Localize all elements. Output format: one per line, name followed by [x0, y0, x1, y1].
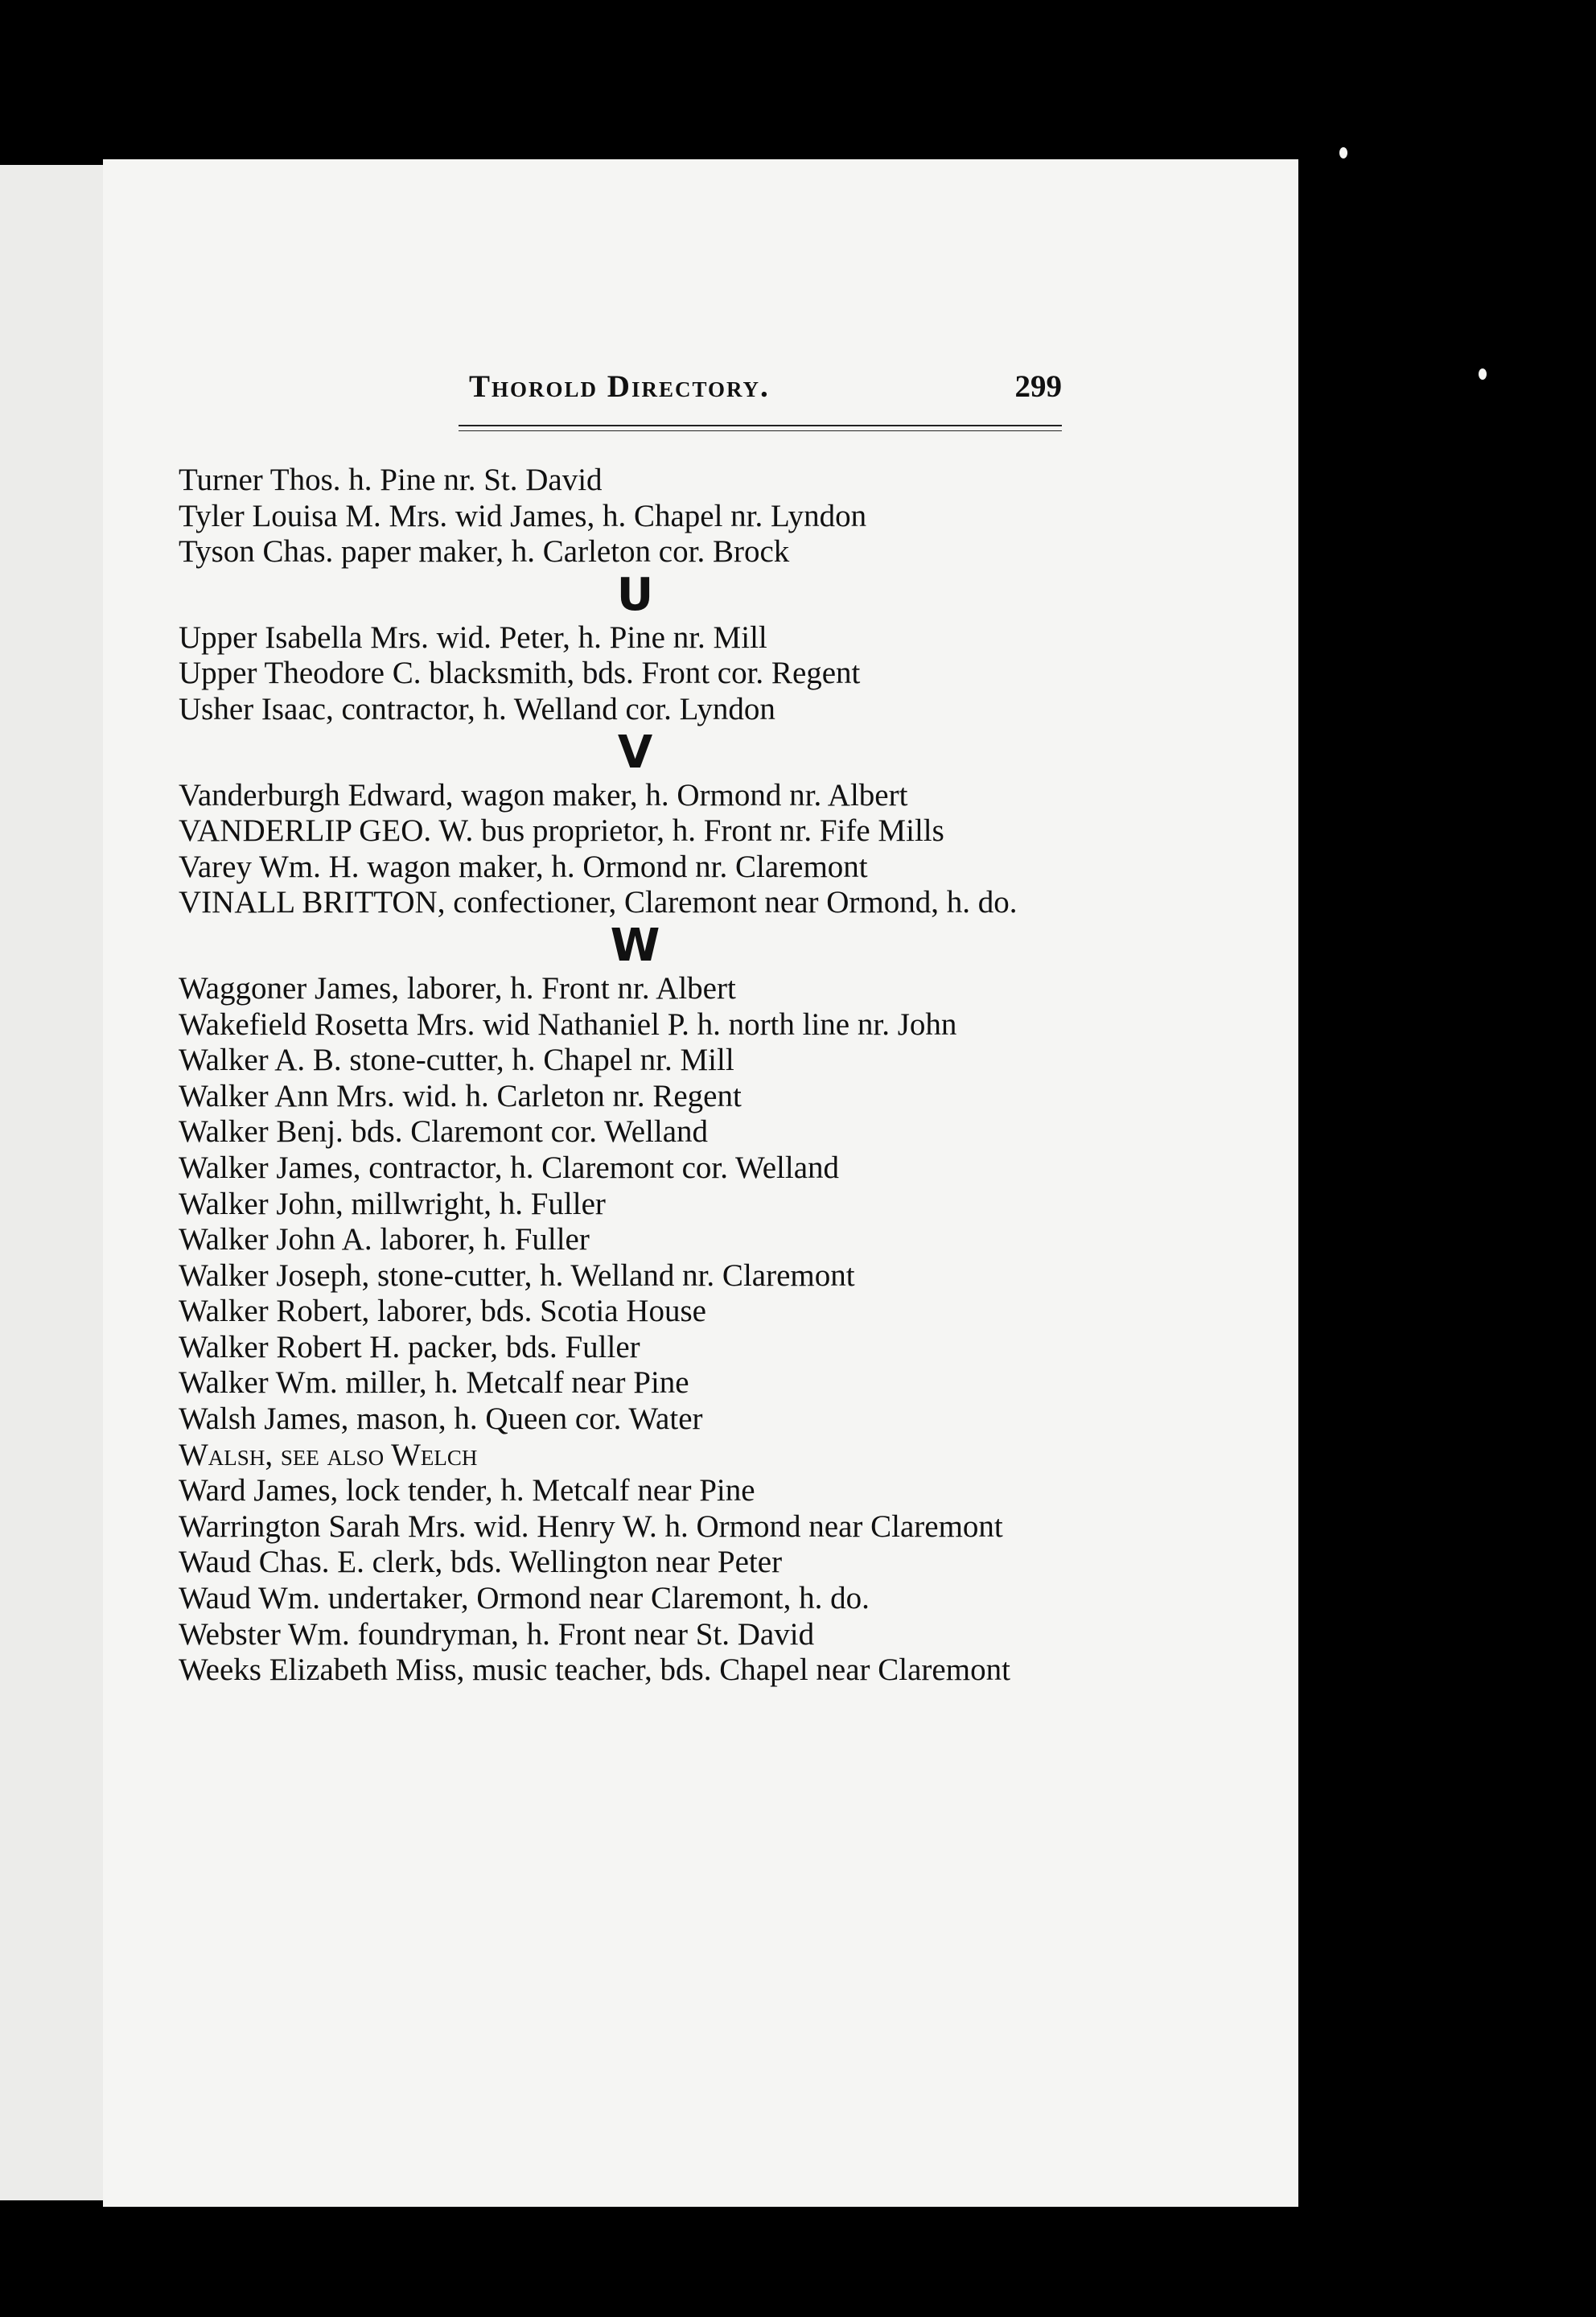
directory-entry: Walker Ann Mrs. wid. h. Carleton nr. Regent [179, 1078, 742, 1113]
directory-entry: Wakefield Rosetta Mrs. wid Nathaniel P. h. north line nr. John [179, 1006, 957, 1042]
directory-entry: Waggoner James, laborer, h. Front nr. Albert [179, 970, 736, 1006]
directory-entry: Waud Wm. undertaker, Ormond near Claremont, h. do. [179, 1581, 870, 1616]
directory-entry: VINALL BRITTON, confectioner, Claremont near Ormond, h. do. [179, 885, 1018, 920]
section-letter-u: U [616, 568, 654, 621]
directory-entry: Walker James, contractor, h. Claremont cor. Welland [179, 1150, 839, 1185]
directory-entry: Walsh, see also Welch [179, 1437, 478, 1472]
directory-entry: Walker John A. laborer, h. Fuller [179, 1222, 590, 1257]
directory-entry: Walker Robert, laborer, bds. Scotia House [179, 1294, 706, 1329]
directory-entry: Webster Wm. foundryman, h. Front near St. David [179, 1616, 815, 1652]
directory-entry: Weeks Elizabeth Miss, music teacher, bds. Chapel near Claremont [179, 1652, 1010, 1688]
directory-entry: Upper Isabella Mrs. wid. Peter, h. Pine nr. Mill [179, 619, 767, 655]
directory-entry: Walsh James, mason, h. Queen cor. Water [179, 1401, 703, 1437]
dust-speck [1339, 147, 1347, 158]
directory-entry: Waud Chas. E. clerk, bds. Wellington near Peter [179, 1545, 783, 1580]
directory-entry: Tyson Chas. paper maker, h. Carleton cor. Brock [179, 534, 790, 570]
section-letter-v: V [617, 726, 653, 779]
facing-page-edge [0, 165, 105, 2200]
dust-speck [1479, 368, 1487, 380]
section-letter-w: W [610, 919, 660, 972]
header-rule [459, 425, 1062, 431]
directory-entry: Vanderburgh Edward, wagon maker, h. Ormond nr. Albert [179, 777, 908, 813]
directory-entry: Usher Isaac, contractor, h. Welland cor. Lyndon [179, 691, 775, 726]
dust-speck [1382, 1551, 1390, 1562]
directory-entry: Walker Robert H. packer, bds. Fuller [179, 1329, 640, 1364]
directory-entries [179, 463, 1067, 1689]
directory-entry: Upper Theodore C. blacksmith, bds. Front cor. Regent [179, 656, 861, 691]
directory-entry: Walker A. B. stone-cutter, h. Chapel nr. Mill [179, 1043, 734, 1078]
directory-entry: Walker Benj. bds. Claremont cor. Welland [179, 1114, 709, 1150]
running-title: Thorold Directory. [469, 369, 770, 404]
directory-entry: Varey Wm. H. wagon maker, h. Ormond nr. Claremont [179, 849, 868, 884]
directory-entry: Tyler Louisa M. Mrs. wid James, h. Chapel nr. Lyndon [179, 498, 867, 533]
running-head [469, 368, 1062, 417]
directory-entry: Warrington Sarah Mrs. wid. Henry W. h. Ormond near Claremont [179, 1508, 1003, 1544]
page-number: 299 [1014, 369, 1062, 404]
directory-entry: Walker Wm. miller, h. Metcalf near Pine [179, 1365, 689, 1401]
directory-entry: Walker John, millwright, h. Fuller [179, 1186, 606, 1221]
directory-entry: VANDERLIP GEO. W. bus proprietor, h. Front nr. Fife Mills [179, 813, 944, 849]
directory-entry: Turner Thos. h. Pine nr. St. David [179, 463, 603, 497]
directory-entry: Walker Joseph, stone-cutter, h. Welland nr. Claremont [179, 1257, 855, 1293]
directory-entry: Ward James, lock tender, h. Metcalf near Pine [179, 1473, 755, 1508]
